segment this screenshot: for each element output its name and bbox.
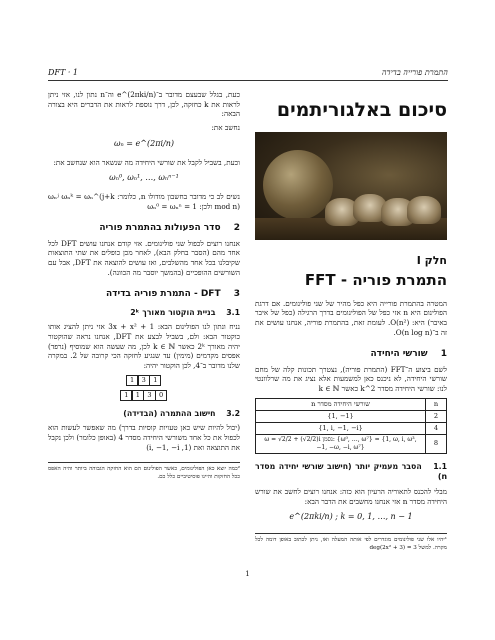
subsection-1-1-heading (255, 462, 447, 483)
left-column (48, 90, 240, 481)
subsection-3-2-text: (יכול להיות שיש כאן טעויות קוסיות בדרך) מה שאפשר לעשות הוא לכפול את כל אחד משורשי היחידה מסדר 4 (באופן כלומר) ולכן נקבל את התוצאה ואת (1, i, −1, −i) (48, 423, 240, 452)
vector-cell: 1 (120, 390, 132, 401)
vector-row-2 (48, 390, 240, 401)
kittens-photo (255, 132, 447, 240)
photo-kitten-4 (407, 196, 441, 224)
subsection-3-1-text (48, 322, 240, 371)
left-paragraph-2: וכעת, בשביל לקבל את שורשי היחידה מה שנשאר הוא שנחשב את: (53, 157, 240, 167)
table-row (256, 410, 447, 422)
table-row (256, 434, 447, 453)
subsection-3-1-number: 3.1 (226, 307, 240, 317)
section-2-number: 2 (233, 222, 240, 233)
table-row (256, 422, 447, 434)
vector-cell: 1 (149, 375, 161, 386)
vector-cell: 1 (126, 375, 138, 386)
section-3-number: 3 (233, 288, 240, 299)
section-2-heading (48, 222, 240, 234)
part-label: חלק I (416, 253, 447, 267)
right-column (255, 90, 447, 552)
subsection-3-1-title: בניית הוקטור מאורך 2ᵏ (130, 307, 216, 317)
left-paragraph-1b: נחשב את: (211, 123, 240, 133)
section-3-title: DFT - התמרת פוריה בדידה (105, 288, 221, 299)
vector-cell: 3 (138, 375, 150, 386)
vector-row-1 (48, 375, 240, 386)
roots-table (255, 398, 447, 454)
left-paragraph-1: כעת, בגלל שבעצם מדובר ב־e^(2πki/n) וה־n נתון לנו, אזי ניתן לראות את k כחזקה, לכן, דרך נוספת לראות את הדברים היא בצורה הבאה: (48, 90, 241, 119)
subsection-1-1-text: מבלי להכנס לתאוריה הרעיון הוא כזה: אנחנו רוצים לחשב את שורש היחידה מסדר n אזי אנחנו מחשבים את הדבר הבא: (255, 486, 447, 506)
vector-cell: 0 (155, 390, 167, 401)
roots-formula: e^(2πki/n) ; k = 0, 1, …, n − 1 (289, 512, 413, 522)
roots-table-header (256, 398, 447, 410)
intro-paragraph: המטרה בהתמרת פורייה היא כפל מהיר של שני פולינומים. אם דרגת הפולינום היא n אזי כפל של הפולינומים בדרך הרגילה (כפל של איבר באיבר) היא: O(n²). לעומת זאת, בהתמרת פוריה, אנחנו עושים את זה ב־O(n log n). (255, 298, 447, 337)
subsection-3-2-number: 3.2 (226, 408, 240, 418)
left-paragraph-3: נשים לב כי מדובר בחשבון מודולו n, כלומר: ωₙʲ ωₙᵏ = ωₙ^(j+k mod n) ולכן: ωₙ⁰ = ωₙⁿ = 1 (48, 192, 240, 211)
document-title: סיכום באלגוריתמים (276, 99, 447, 121)
section-1-title: שורשי היחידה (370, 348, 428, 359)
subsection-3-1-heading (48, 308, 240, 319)
part-title: התמרת פוריה - FFT (304, 271, 447, 290)
section-2-title: סדר הפעולות בהתמרת פוריה (99, 222, 221, 233)
section-3-heading (48, 288, 240, 300)
subsection-3-2-title: חישוב ההתמרה (הבדידה) (123, 408, 216, 418)
table-cell-n: 8 (426, 434, 447, 453)
omega-formula: ωₙ = e^(2πi/n) (114, 138, 174, 148)
table-cell-roots: {1, −1} (256, 410, 426, 422)
roots-table-header-roots: שורשי היחידה מסדר n (256, 398, 426, 410)
vector-cell: 3 (143, 390, 155, 401)
subsection-1-1-title: הסבר מעמיק יותר (חישוב שורשי יחידה מסדר n) (255, 461, 447, 482)
section-1-text: לשם ביצוע ה־FFT (התמרת פוריה), נצטרך תכונות קלה של מחם שורשי היחידה, לא ניכנס כאן למשמעות אלא נציג את מה שרלוונטי לנו: שורשי היחידה מסדר 2^k כאשר k ∈ ℕ (255, 364, 448, 394)
table-cell-roots: ω = √2/2 + (√2/2)i נסמן: {ω⁰, …, ω⁷} = {1, ω, i, ω³, −1, −ω, −i, ω⁷} (256, 434, 426, 453)
subsection-3-2-heading (48, 409, 240, 420)
subsection-1-1-number: 1.1 (433, 461, 448, 471)
subsection-3-1-body: נניח ונתון לנו הפולינום הבא: 1 + 3x + x² אזי ניתן להציג אותו כוקטור הבא: ולם, בשביל לבצע את DFT, אנחנו נראה שהוקטור יהיה מאורך 2ᵏ כאשר k ∈ ℕ לכן, מה שעשה הוא שמוסיף (נרפד) אפסים מקדמים (מימין) עד שנגיע לחזקה הכי קרובה של 2. במקרה שלנו מדובר ב־4, לכן הוקטור יהיה: (48, 322, 241, 371)
vector-cell: 1 (132, 390, 144, 401)
running-header (48, 68, 448, 81)
page-number: 1 (245, 570, 250, 578)
footnote-1: ¹יהיו אלו שני פולינומים מוגדרים לפי אותה המעלה ואז, ניתן לכתוב באופן דומה לכל מקרה. למשל deg(2x² + 3) = 3 (255, 533, 447, 552)
padded-vector (121, 390, 167, 401)
footnote-2: ²כמה יוצא כאן הפולינומים, כאשר הפולינום הם הוא החזקה הגבוהה ביותר והיה האפס ככל החזקות והיינו פוסיטיביים כלל כם. (48, 462, 240, 481)
running-header-right: התמרת פורייה בדידה (381, 68, 448, 77)
table-cell-n: 2 (426, 410, 447, 422)
photo-bowl (263, 150, 333, 220)
powers-formula: ωₙ⁰, ωₙ¹, …, ωₙⁿ⁻¹ (109, 173, 179, 183)
table-cell-n: 4 (426, 422, 447, 434)
section-1-number: 1 (440, 348, 447, 359)
coefficient-vector (127, 375, 162, 386)
section-2-text: אנחנו רוצים לכפול שני פולינומים. אזי קודם אנחנו עושים DFT לכל אחד מהם (הסבר בחלק הבא), לאחר מכן כופלים את שתי התוצאות שקיבלנו בכל אחד מהשלבים, ואז עושים להוצאה את DFT, אבל עם השורשים ההופכיים (בהמשך יוסבר מה הכוונה). (48, 238, 240, 277)
section-1-heading (255, 348, 447, 360)
running-header-left: DFT · 1 (48, 68, 79, 77)
table-cell-roots: {1, i, −1, −i} (256, 422, 426, 434)
roots-table-header-n: n (426, 398, 447, 410)
